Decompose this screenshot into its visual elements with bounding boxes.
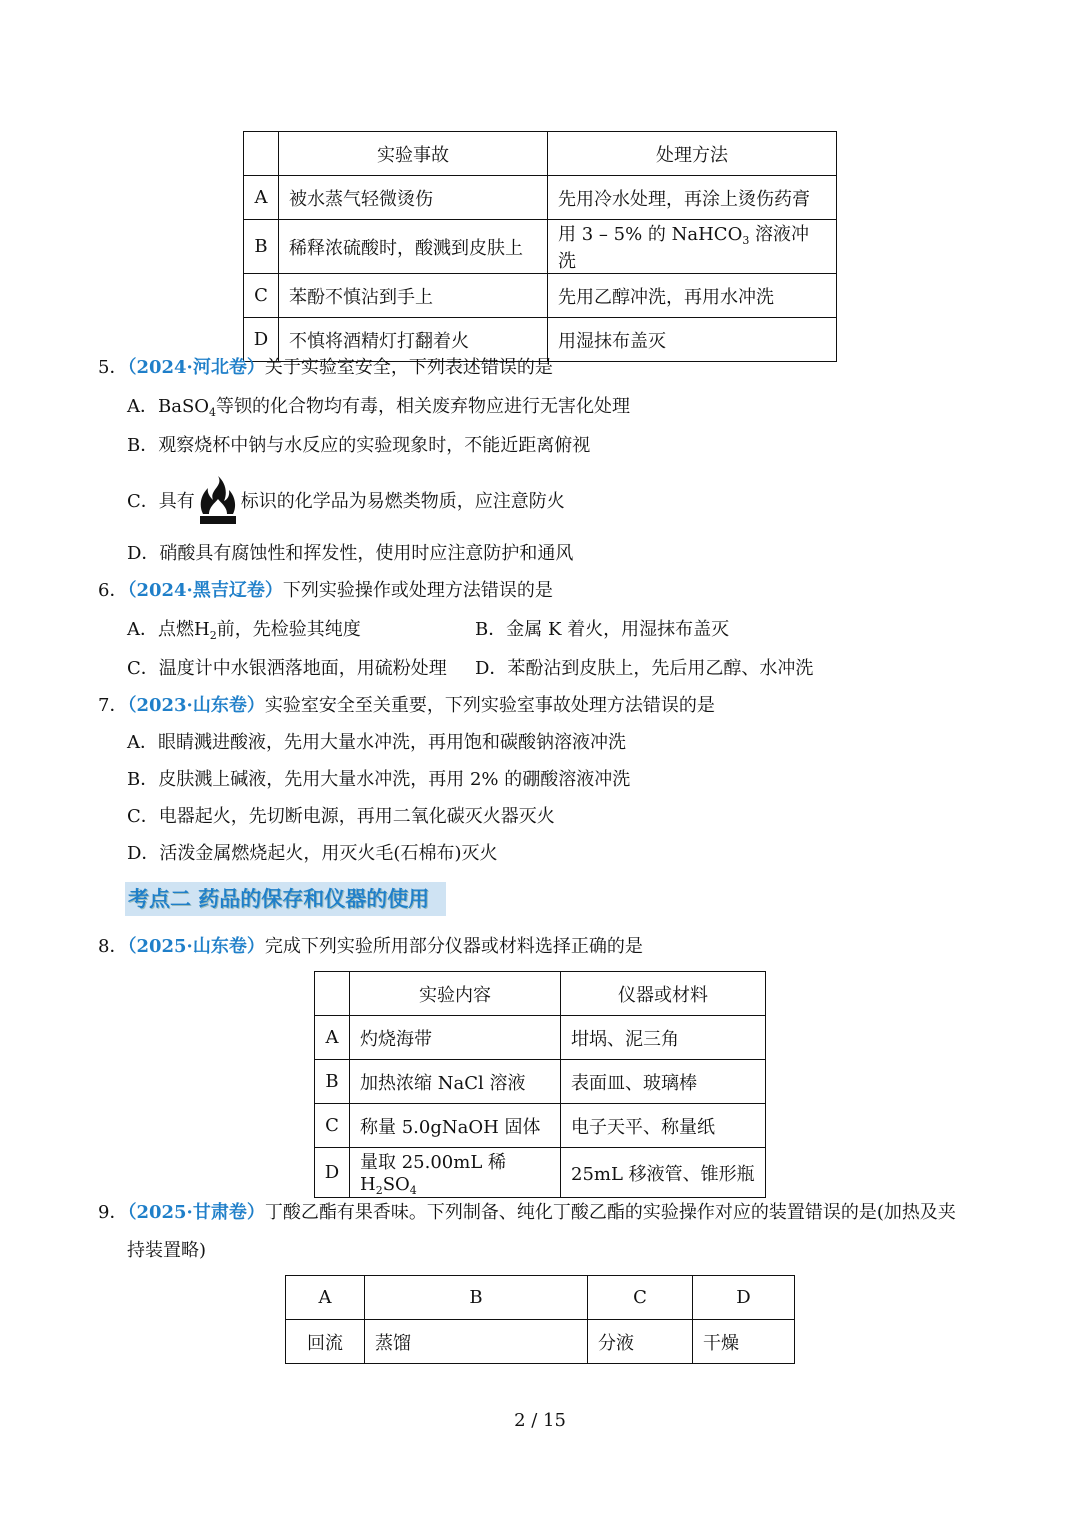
method-text: 用 3 – 5% 的 NaHCO: [558, 224, 743, 245]
table-header-cell: [315, 972, 350, 1016]
source-tag: （2025·山东卷）: [127, 936, 265, 957]
subscript: 2: [209, 629, 217, 642]
row-label: D: [244, 318, 279, 362]
content-text: 量取 25.00mL 稀 H: [360, 1152, 506, 1195]
row-label: B: [315, 1060, 350, 1104]
option-b: B．观察烧杯中钠与水反应的实验现象时，不能近距离俯视: [127, 435, 591, 456]
table-row: [244, 318, 837, 362]
question-5: [98, 356, 553, 380]
question-stem: 关于实验室安全，下列表述错误的是: [264, 357, 553, 378]
tools-cell: 坩埚、泥三角: [561, 1016, 766, 1060]
table-header-cell: 实验内容: [350, 972, 561, 1016]
formula: BaSO: [158, 396, 210, 417]
table-header-cell: [244, 132, 279, 176]
question-number: 9．: [98, 1202, 128, 1223]
source-tag: （2024·黑吉辽卷）: [127, 580, 283, 601]
table-header-cell: 实验事故: [279, 132, 548, 176]
option-text: 标识的化学品为易燃类物质，应注意防火: [240, 491, 565, 512]
table-header-row: [244, 132, 837, 176]
method-text: 溶液冲洗: [558, 224, 810, 272]
method-cell: 先用乙醇冲洗，再用水冲洗: [548, 274, 837, 318]
accident-table: [243, 131, 837, 362]
row-label: B: [244, 220, 279, 274]
question-stem: 丁酸乙酯有果香味。下列制备、纯化丁酸乙酯的实验操作对应的装置错误的是(加热及夹: [264, 1202, 956, 1223]
apparatus-table: [285, 1275, 795, 1364]
option-b: B．金属 K 着火，用湿抹布盖灭: [475, 619, 730, 640]
method-cell: 先用冷水处理，再涂上烫伤药膏: [548, 176, 837, 220]
option-d: D．活泼金属燃烧起火，用灭火毛(石棉布)灭火: [127, 843, 498, 864]
formula: H: [194, 619, 210, 640]
method-cell: [548, 220, 837, 274]
row-label: C: [244, 274, 279, 318]
instrument-table: [314, 971, 766, 1198]
row-label: A: [315, 1016, 350, 1060]
flammable-hazard-icon: [197, 474, 239, 530]
tools-cell: 电子天平、称量纸: [561, 1104, 766, 1148]
option-text: A．点燃: [127, 619, 194, 640]
question-8: [98, 935, 643, 959]
table-header-cell: 仪器或材料: [561, 972, 766, 1016]
tools-cell: 表面皿、玻璃棒: [561, 1060, 766, 1104]
content-cell: 称量 5.0gNaOH 固体: [350, 1104, 561, 1148]
question-number: 7．: [98, 695, 128, 716]
option-text: C．具有: [127, 491, 195, 512]
question-9: [98, 1201, 956, 1225]
option-a: [127, 395, 630, 425]
table-row: [244, 176, 837, 220]
question-stem-continued: 持装置略): [127, 1240, 207, 1261]
accident-cell: 稀释浓硫酸时，酸溅到皮肤上: [279, 220, 548, 274]
option-text: 等钡的化合物均有毒，相关废弃物应进行无害化处理: [216, 396, 631, 417]
table-cell: 分液: [588, 1320, 693, 1364]
table-header-cell: B: [365, 1276, 588, 1320]
row-label: A: [244, 176, 279, 220]
table-row: [244, 220, 837, 274]
source-tag: （2024·河北卷）: [127, 357, 265, 378]
table-row: [315, 1104, 766, 1148]
subscript: 4: [409, 1184, 417, 1197]
table-row: [286, 1320, 795, 1364]
table-header-cell: 处理方法: [548, 132, 837, 176]
option-prefix: A．: [127, 396, 158, 417]
section-heading: 考点二 药品的保存和仪器的使用: [125, 882, 446, 916]
accident-cell: 被水蒸气轻微烫伤: [279, 176, 548, 220]
content-cell: 灼烧海带: [350, 1016, 561, 1060]
question-stem: 实验室安全至关重要，下列实验室事故处理方法错误的是: [264, 695, 715, 716]
question-stem: 完成下列实验所用部分仪器或材料选择正确的是: [264, 936, 643, 957]
option-d: D．苯酚沾到皮肤上，先后用乙醇、水冲洗: [475, 658, 814, 679]
content-text: SO: [382, 1174, 410, 1195]
question-6: [98, 579, 553, 603]
method-cell: 用湿抹布盖灭: [548, 318, 837, 362]
table-row: [315, 1148, 766, 1198]
subscript: 2: [375, 1184, 383, 1197]
table-header-cell: D: [693, 1276, 795, 1320]
option-a: [127, 618, 361, 648]
question-stem: 下列实验操作或处理方法错误的是: [282, 580, 553, 601]
question-number: 6．: [98, 580, 128, 601]
option-a: A．眼睛溅进酸液，先用大量水冲洗，再用饱和碳酸钠溶液冲洗: [127, 732, 626, 753]
option-b: B．皮肤溅上碱液，先用大量水冲洗，再用 2% 的硼酸溶液冲洗: [127, 769, 631, 790]
row-label: C: [315, 1104, 350, 1148]
table-row: [315, 1060, 766, 1104]
content-cell: [350, 1148, 561, 1198]
row-label: D: [315, 1148, 350, 1198]
question-number: 8．: [98, 936, 128, 957]
option-c: C．电器起火，先切断电源，再用二氧化碳灭火器灭火: [127, 806, 555, 827]
tools-cell: 25mL 移液管、锥形瓶: [561, 1148, 766, 1198]
question-7: [98, 694, 715, 718]
table-header-row: [315, 972, 766, 1016]
question-number: 5．: [98, 357, 128, 378]
table-header-cell: A: [286, 1276, 365, 1320]
subscript: 4: [209, 406, 217, 419]
source-tag: （2025·甘肃卷）: [127, 1202, 265, 1223]
option-d: D．硝酸具有腐蚀性和挥发性，使用时应注意防护和通风: [127, 543, 574, 564]
table-row: [315, 1016, 766, 1060]
table-cell: 干燥: [693, 1320, 795, 1364]
content-cell: 加热浓缩 NaCl 溶液: [350, 1060, 561, 1104]
page-number: 2 / 15: [514, 1410, 566, 1431]
option-c: [127, 474, 565, 530]
option-c: C．温度计中水银洒落地面，用硫粉处理: [127, 658, 447, 679]
table-cell: 蒸馏: [365, 1320, 588, 1364]
table-row: [244, 274, 837, 318]
option-text: 前，先检验其纯度: [216, 619, 361, 640]
accident-cell: 苯酚不慎沾到手上: [279, 274, 548, 318]
source-tag: （2023·山东卷）: [127, 695, 265, 716]
table-header-row: [286, 1276, 795, 1320]
table-cell: 回流: [286, 1320, 365, 1364]
subscript: 3: [742, 234, 750, 247]
table-header-cell: C: [588, 1276, 693, 1320]
accident-cell: 不慎将酒精灯打翻着火: [279, 318, 548, 362]
